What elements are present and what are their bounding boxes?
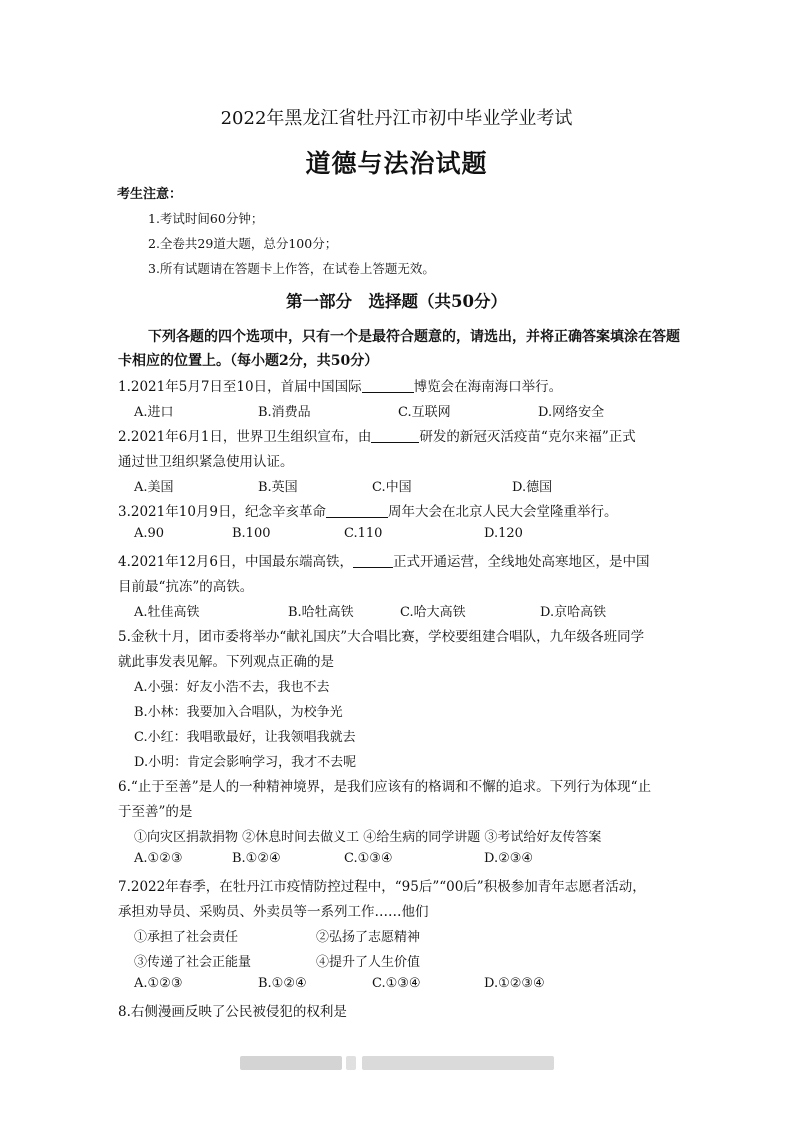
section-instruction: 下列各题的四个选项中，只有一个是最符合题意的，请选出，并将正确答案填涂在答题 — [148, 329, 680, 345]
option-a: A.美国 — [134, 480, 174, 495]
question-stem-line: 通过世卫组织紧急使用认证。 — [118, 454, 294, 470]
option-a: A.小强：好友小浩不去，我也不去 — [134, 680, 330, 695]
option-c: C.①③④ — [372, 976, 421, 991]
notice-heading: 考生注意： — [117, 187, 183, 202]
option-d: D.小明：肯定会影响学习，我才不去呢 — [134, 755, 357, 770]
answer-blank — [371, 428, 419, 443]
option-c: C.①③④ — [344, 851, 393, 866]
option-d: D.德国 — [512, 480, 553, 495]
stem-text: 研发的新冠灭活疫苗“克尔来福”正式 — [419, 429, 636, 445]
option-a: A.进口 — [134, 405, 174, 420]
blurred-footer-watermark — [362, 1056, 554, 1070]
statement-item: ④提升了人生价值 — [316, 955, 421, 970]
section-title: 第一部分 选择题（共50分） — [286, 292, 507, 311]
subject-title: 道德与法治试题 — [305, 149, 488, 178]
statement-item: ③传递了社会正能量 — [134, 955, 252, 970]
option-d: D.京哈高铁 — [540, 605, 607, 620]
option-a: A.①②③ — [134, 976, 183, 991]
stem-text: 正式开通运营，全线地处高寒地区，是中国 — [393, 554, 650, 570]
stem-text: 2.2021年6月1日，世界卫生组织宣布，由 — [118, 429, 372, 445]
notice-item: 2.全卷共29道大题，总分100分； — [148, 236, 338, 251]
question-stem-line: 目前最“抗冻”的高铁。 — [118, 579, 254, 595]
answer-blank — [326, 503, 388, 518]
option-b: B.100 — [232, 526, 271, 541]
option-d: D.120 — [484, 526, 523, 541]
option-d: D.②③④ — [484, 851, 534, 866]
exam-title: 2022年黑龙江省牡丹江市初中毕业学业考试 — [220, 108, 573, 129]
option-b: B.①②④ — [258, 976, 307, 991]
option-c: C.中国 — [372, 480, 412, 495]
blurred-footer-watermark — [240, 1056, 342, 1070]
notice-item: 3.所有试题请在答题卡上作答，在试卷上答题无效。 — [148, 261, 435, 276]
stem-text: 3.2021年10月9日，纪念辛亥革命 — [118, 504, 327, 520]
answer-blank — [353, 553, 393, 568]
stem-text: 周年大会在北京人民大会堂隆重举行。 — [388, 504, 618, 520]
question-stem-line: 7.2022年春季，在牡丹江市疫情防控过程中，“95后”“00后”积极参加青年志愿者活动， — [118, 879, 646, 895]
statement-item: ①承担了社会责任 — [134, 930, 239, 945]
option-a: A.牡佳高铁 — [134, 605, 200, 620]
question-stem — [118, 375, 562, 395]
question-stem-line: 6.“止于至善”是人的一种精神境界，是我们应该有的格调和不懈的追求。下列行为体现“止 — [118, 779, 652, 795]
option-d: D.①②③④ — [484, 976, 545, 991]
option-c: C.哈大高铁 — [400, 605, 466, 620]
question-stem-line: 8.右侧漫画反映了公民被侵犯的权利是 — [118, 1004, 347, 1020]
option-c: C.互联网 — [398, 405, 451, 420]
statement-list: ①向灾区捐款捐物 ②休息时间去做义工 ④给生病的同学讲题 ③考试给好友传答案 — [134, 830, 602, 845]
question-stem-line: 于至善”的是 — [118, 804, 193, 820]
question-stem-line: 就此事发表见解。下列观点正确的是 — [118, 654, 334, 670]
stem-text: 博览会在海南海口举行。 — [413, 379, 563, 395]
question-stem-line: 5.金秋十月，团市委将举办“献礼国庆”大合唱比赛，学校要组建合唱队，九年级各班同学 — [118, 629, 645, 645]
option-b: B.消费品 — [258, 405, 311, 420]
option-c: C.小红：我唱歌最好，让我领唱我就去 — [134, 730, 356, 745]
question-stem — [118, 550, 650, 570]
option-a: A.①②③ — [134, 851, 183, 866]
question-stem — [118, 500, 618, 520]
stem-text: 4.2021年12月6日，中国最东端高铁， — [118, 554, 354, 570]
question-stem-line: 承担劝导员、采购员、外卖员等一系列工作……他们 — [118, 904, 429, 920]
option-b: B.①②④ — [232, 851, 281, 866]
notice-item: 1.考试时间60分钟； — [148, 211, 264, 226]
stem-text: 1.2021年5月7日至10日，首届中国国际 — [118, 379, 362, 395]
option-b: B.英国 — [258, 480, 298, 495]
answer-blank — [362, 378, 414, 393]
option-b: B.哈牡高铁 — [288, 605, 354, 620]
question-stem — [118, 425, 636, 445]
option-b: B.小林：我要加入合唱队，为校争光 — [134, 705, 343, 720]
section-instruction: 卡相应的位置上。（每小题2分，共50分） — [118, 353, 379, 369]
option-c: C.110 — [344, 526, 383, 541]
statement-item: ②弘扬了志愿精神 — [316, 930, 421, 945]
blurred-footer-watermark — [346, 1056, 356, 1070]
option-a: A.90 — [134, 526, 165, 541]
option-d: D.网络安全 — [538, 405, 605, 420]
